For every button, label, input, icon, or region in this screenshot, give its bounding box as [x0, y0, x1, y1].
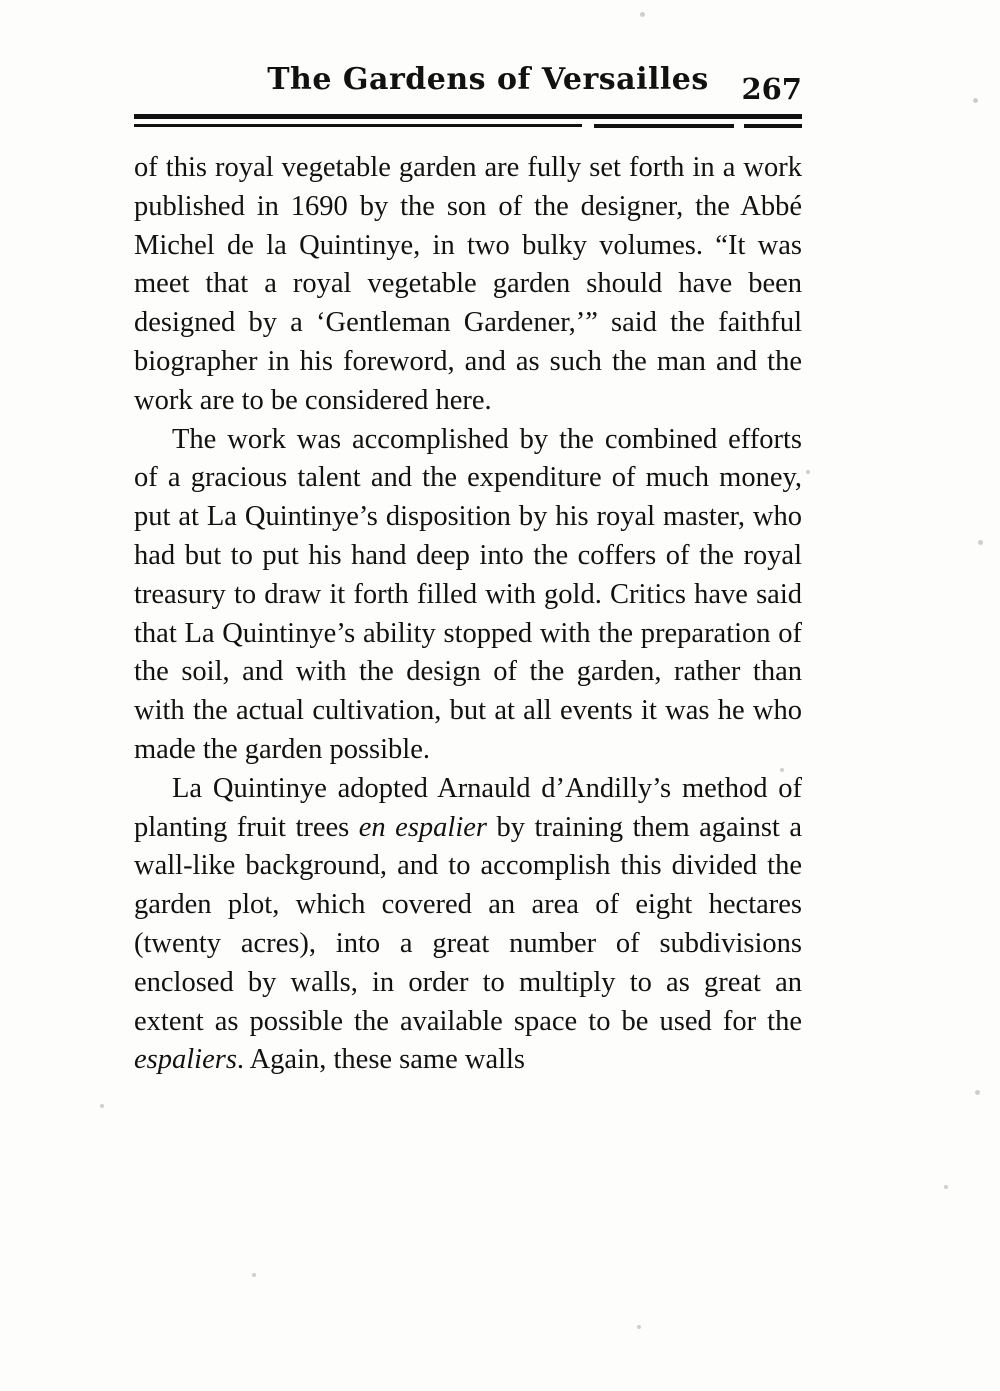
running-head [134, 62, 802, 108]
paragraph-2 [134, 421, 802, 770]
running-title: The Gardens of Versailles [267, 62, 709, 97]
page-content [134, 62, 802, 1080]
paragraph-3-text-a: La Quintinye adopted Arnauld d’Andilly’s method of planting fruit trees [134, 772, 802, 843]
header-rule [134, 114, 802, 127]
scan-speck [973, 98, 978, 103]
paragraph-1-text: of this royal vegetable garden are fully set forth in a work published in 1690 by the son of the designer, the Abbé Michel de la Quintinye, in two bulky volumes. “It was meet that a royal vegetable garden should have been designed by a ‘Gentleman Gardener,’” said the faithful biographer in his foreword, and as such the man and the work are to be considered here. [134, 152, 802, 416]
scan-speck [975, 1090, 980, 1095]
scan-speck [978, 540, 983, 545]
header-rule-thin [134, 124, 802, 127]
body-text [134, 149, 802, 1080]
paragraph-1 [134, 149, 802, 421]
scan-speck [252, 1273, 256, 1277]
paragraph-3-italic-espalier: en espalier [358, 811, 487, 843]
paragraph-3-italic-espaliers: espaliers [134, 1044, 237, 1076]
paragraph-3-text-c: . Again, these same walls [236, 1044, 526, 1076]
scan-speck [640, 12, 645, 17]
scan-speck [100, 1104, 104, 1108]
scan-speck [780, 768, 784, 772]
paragraph-3 [134, 770, 802, 1080]
paragraph-2-text: The work was accomplished by the combined efforts of a gracious talent and the expenditure of much money, put at La Quintinye’s disposition by his royal master, who had but to put his hand deep into the coffers of the royal treasury to draw it forth filled with gold. Critics have said that La Quintinye’s ability stopped with the preparation of the soil, and with the design of the garden, rather than with the actual cultivation, but at all events it was he who made the garden possible. [134, 423, 802, 765]
paragraph-3-text-b: by training them against a wall-like background, and to accomplish this divided the garden plot, which covered an area of eight hectares (twenty acres), into a great number of subdivisions enclosed by walls, in order to multiply to as great an extent as possible the available space to be used for the [134, 811, 802, 1037]
header-rule-thick [134, 114, 802, 119]
scan-speck [806, 470, 810, 474]
scan-speck [944, 1185, 948, 1189]
scan-speck [637, 1325, 641, 1329]
page-number: 267 [741, 72, 802, 106]
